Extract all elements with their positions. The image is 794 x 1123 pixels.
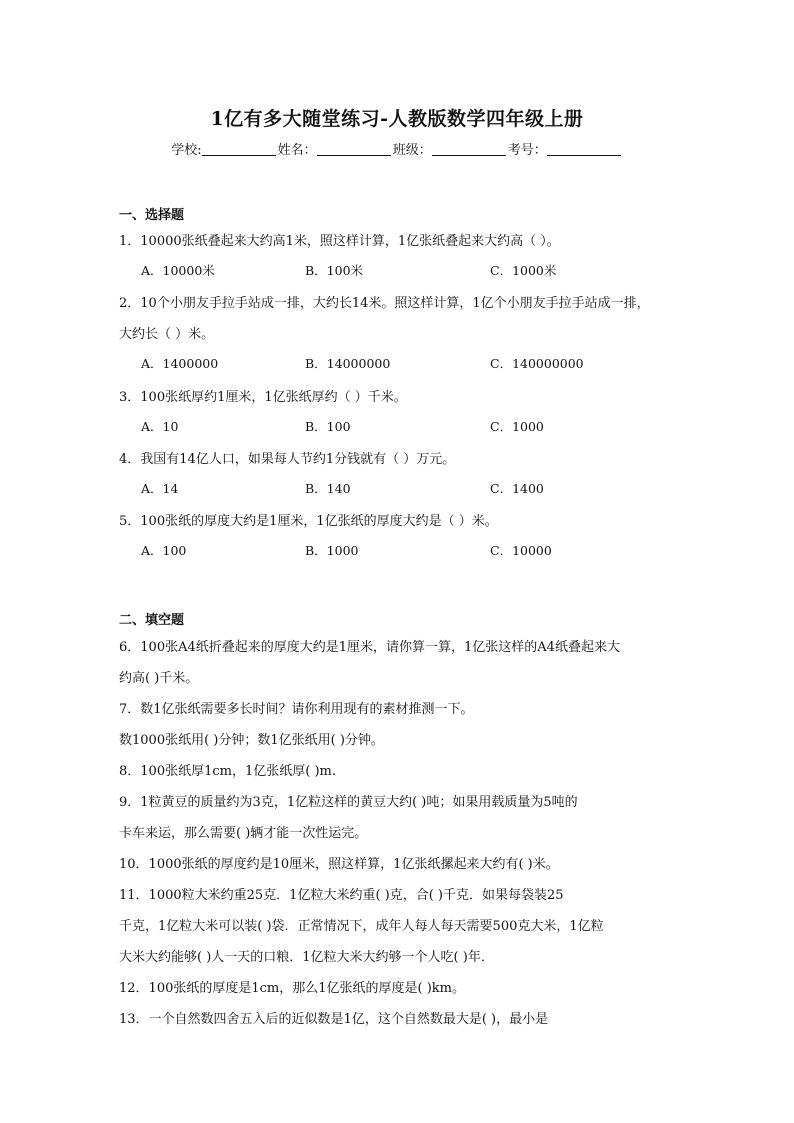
q2-option-b: B．14000000	[305, 356, 391, 371]
question-4: 4．我国有14亿人口，如果每人节约1分钱就有（ ）万元。	[119, 452, 456, 467]
q3-option-b: B．100	[305, 419, 351, 434]
student-info-row	[0, 139, 794, 158]
fill-line: 千克，1亿粒大米可以装( )袋．正常情况下，成年人每人每天需要500克大米，1亿粒	[119, 919, 604, 934]
q1-option-b: B．100米	[305, 263, 364, 278]
fill-line: 数1000张纸用( )分钟；数1亿张纸用( )分钟。	[119, 733, 384, 748]
section-heading-fill-blank: 二、填空题	[119, 613, 185, 628]
q5-option-c: C．10000	[490, 543, 552, 558]
q5-option-b: B．1000	[305, 543, 359, 558]
fill-line: 7．数1亿张纸需要多长时间？请你利用现有的素材推测一下。	[119, 702, 474, 717]
q3-option-a: A．10	[141, 419, 179, 434]
fill-line: 约高( )千米。	[119, 671, 199, 686]
question-3: 3．100张纸厚约1厘米，1亿张纸厚约（ ）千米。	[119, 390, 407, 405]
q4-option-c: C．1400	[490, 481, 544, 496]
page-title: 1亿有多大随堂练习-人教版数学四年级上册	[210, 108, 584, 130]
fill-line: 6．100张A4纸折叠起来的厚度大约是1厘米，请你算一算，1亿张这样的A4纸叠起来大	[119, 640, 620, 655]
fill-line: 13．一个自然数四舍五入后的近似数是1亿，这个自然数最大是( )，最小是	[119, 1012, 549, 1027]
school-label: 学校:	[171, 143, 202, 158]
name-label: 姓名：	[277, 143, 317, 158]
fill-line: 12．100张纸的厚度是1cm，那么1亿张纸的厚度是( )km。	[119, 981, 465, 996]
fill-line: 卡车来运，那么需要( )辆才能一次性运完。	[119, 826, 368, 841]
q1-option-a: A．10000米	[141, 263, 215, 278]
exam-no-label: 考号：	[507, 143, 547, 158]
q5-option-a: A．100	[141, 543, 187, 558]
name-blank[interactable]	[317, 142, 391, 156]
class-blank[interactable]	[432, 142, 506, 156]
fill-line: 11．1000粒大米约重25克．1亿粒大米约重( )克，合( )千克．如果每袋装25	[119, 888, 564, 903]
fill-line: 10．1000张纸的厚度约是10厘米，照这样算，1亿张纸摞起来大约有( )米。	[119, 857, 559, 872]
fill-line: 8．100张纸厚1cm，1亿张纸厚( )m.	[119, 764, 336, 779]
q4-option-b: B．140	[305, 481, 351, 496]
question-5: 5．100张纸的厚度大约是1厘米，1亿张纸的厚度大约是（ ）米。	[119, 514, 498, 529]
question-2-line1: 2．10个小朋友手拉手站成一排，大约长14米。照这样计算，1亿个小朋友手拉手站成一排，	[119, 296, 650, 311]
school-blank[interactable]	[202, 142, 276, 156]
question-1: 1．10000张纸叠起来大约高1米，照这样计算，1亿张纸叠起来大约高（ ）。	[119, 234, 560, 249]
section-heading-choice: 一、选择题	[119, 208, 185, 223]
q1-option-c: C．1000米	[490, 263, 557, 278]
class-label: 班级：	[392, 143, 432, 158]
fill-line: 大米大约能够( )人一天的口粮．1亿粒大米大约够一个人吃( )年．	[119, 950, 494, 965]
question-2-line2: 大约长（ ）米。	[119, 327, 215, 342]
exam-no-blank[interactable]	[547, 142, 621, 156]
q3-option-c: C．1000	[490, 419, 544, 434]
q2-option-a: A．1400000	[141, 356, 219, 371]
q4-option-a: A．14	[141, 481, 179, 496]
fill-line: 9．1粒黄豆的质量约为3克，1亿粒这样的黄豆大约( )吨；如果用载质量为5吨的	[119, 795, 578, 810]
q2-option-c: C．140000000	[490, 356, 584, 371]
